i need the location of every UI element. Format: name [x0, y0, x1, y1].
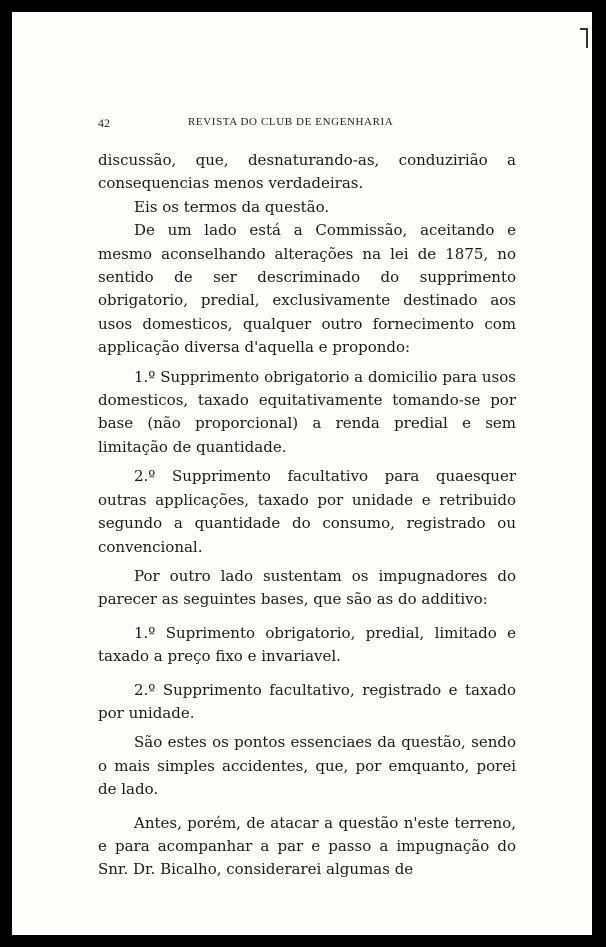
paragraph-item-1-additive: 1.º Suprimento obrigatorio, predial, limitado e taxado a preço fixo e invariavel.: [98, 623, 516, 666]
paragraph-item-2-additive: 2.º Supprimento facultativo, registrado e taxado por unidade.: [98, 680, 516, 722]
paragraph-terms: Eis os termos da questão.: [134, 197, 330, 216]
running-title: REVISTA DO CLUB DE ENGENHARIA: [188, 116, 394, 128]
paragraph-item-2-commission: 2.º Supprimento facultativo para quaesquer outras applicações, taxado por unidade e retribuido segundo a quantidade do consumo, registrado ou convencional.: [98, 467, 516, 556]
page-number: 42: [98, 116, 110, 130]
page-header: [98, 116, 516, 134]
paragraph-before-attacking: Antes, porém, de atacar a questão n'este terreno, e para acompanhar a par e passo a impugnação do Snr. Dr. Bicalho, considerarei algumas de: [98, 813, 516, 879]
scanned-page: [12, 12, 592, 935]
paragraph-continuation: discussão, que, desnaturando-as, conduzirião a consequencias menos verdadeiras.: [98, 151, 516, 193]
body-text: [98, 149, 516, 882]
paragraph-essential-points: São estes os pontos essenciaes da questão, sendo o mais simples accidentes, que, por emquanto, porei de lado.: [98, 733, 516, 799]
paragraph-opponents: Por outro lado sustentam os impugnadores do parecer as seguintes bases, que são as do additivo:: [98, 566, 516, 609]
page-edge-mark: [580, 28, 588, 48]
paragraph-commission: De um lado está a Commissão, aceitando e mesmo aconselhando alterações na lei de 1875, no sentido de ser descriminado do supprimento obrigatorio, predial, exclusivamente destinado aos usos domesticos, qualquer outro fornecimento com applicação diversa d'aquella e propondo:: [98, 221, 516, 357]
paragraph-item-1-commission: 1.º Supprimento obrigatorio a domicilio para usos domesticos, taxado equitativamente tomando-se por base (não proporcional) a renda predial e sem limitação de quantidade.: [98, 367, 516, 456]
